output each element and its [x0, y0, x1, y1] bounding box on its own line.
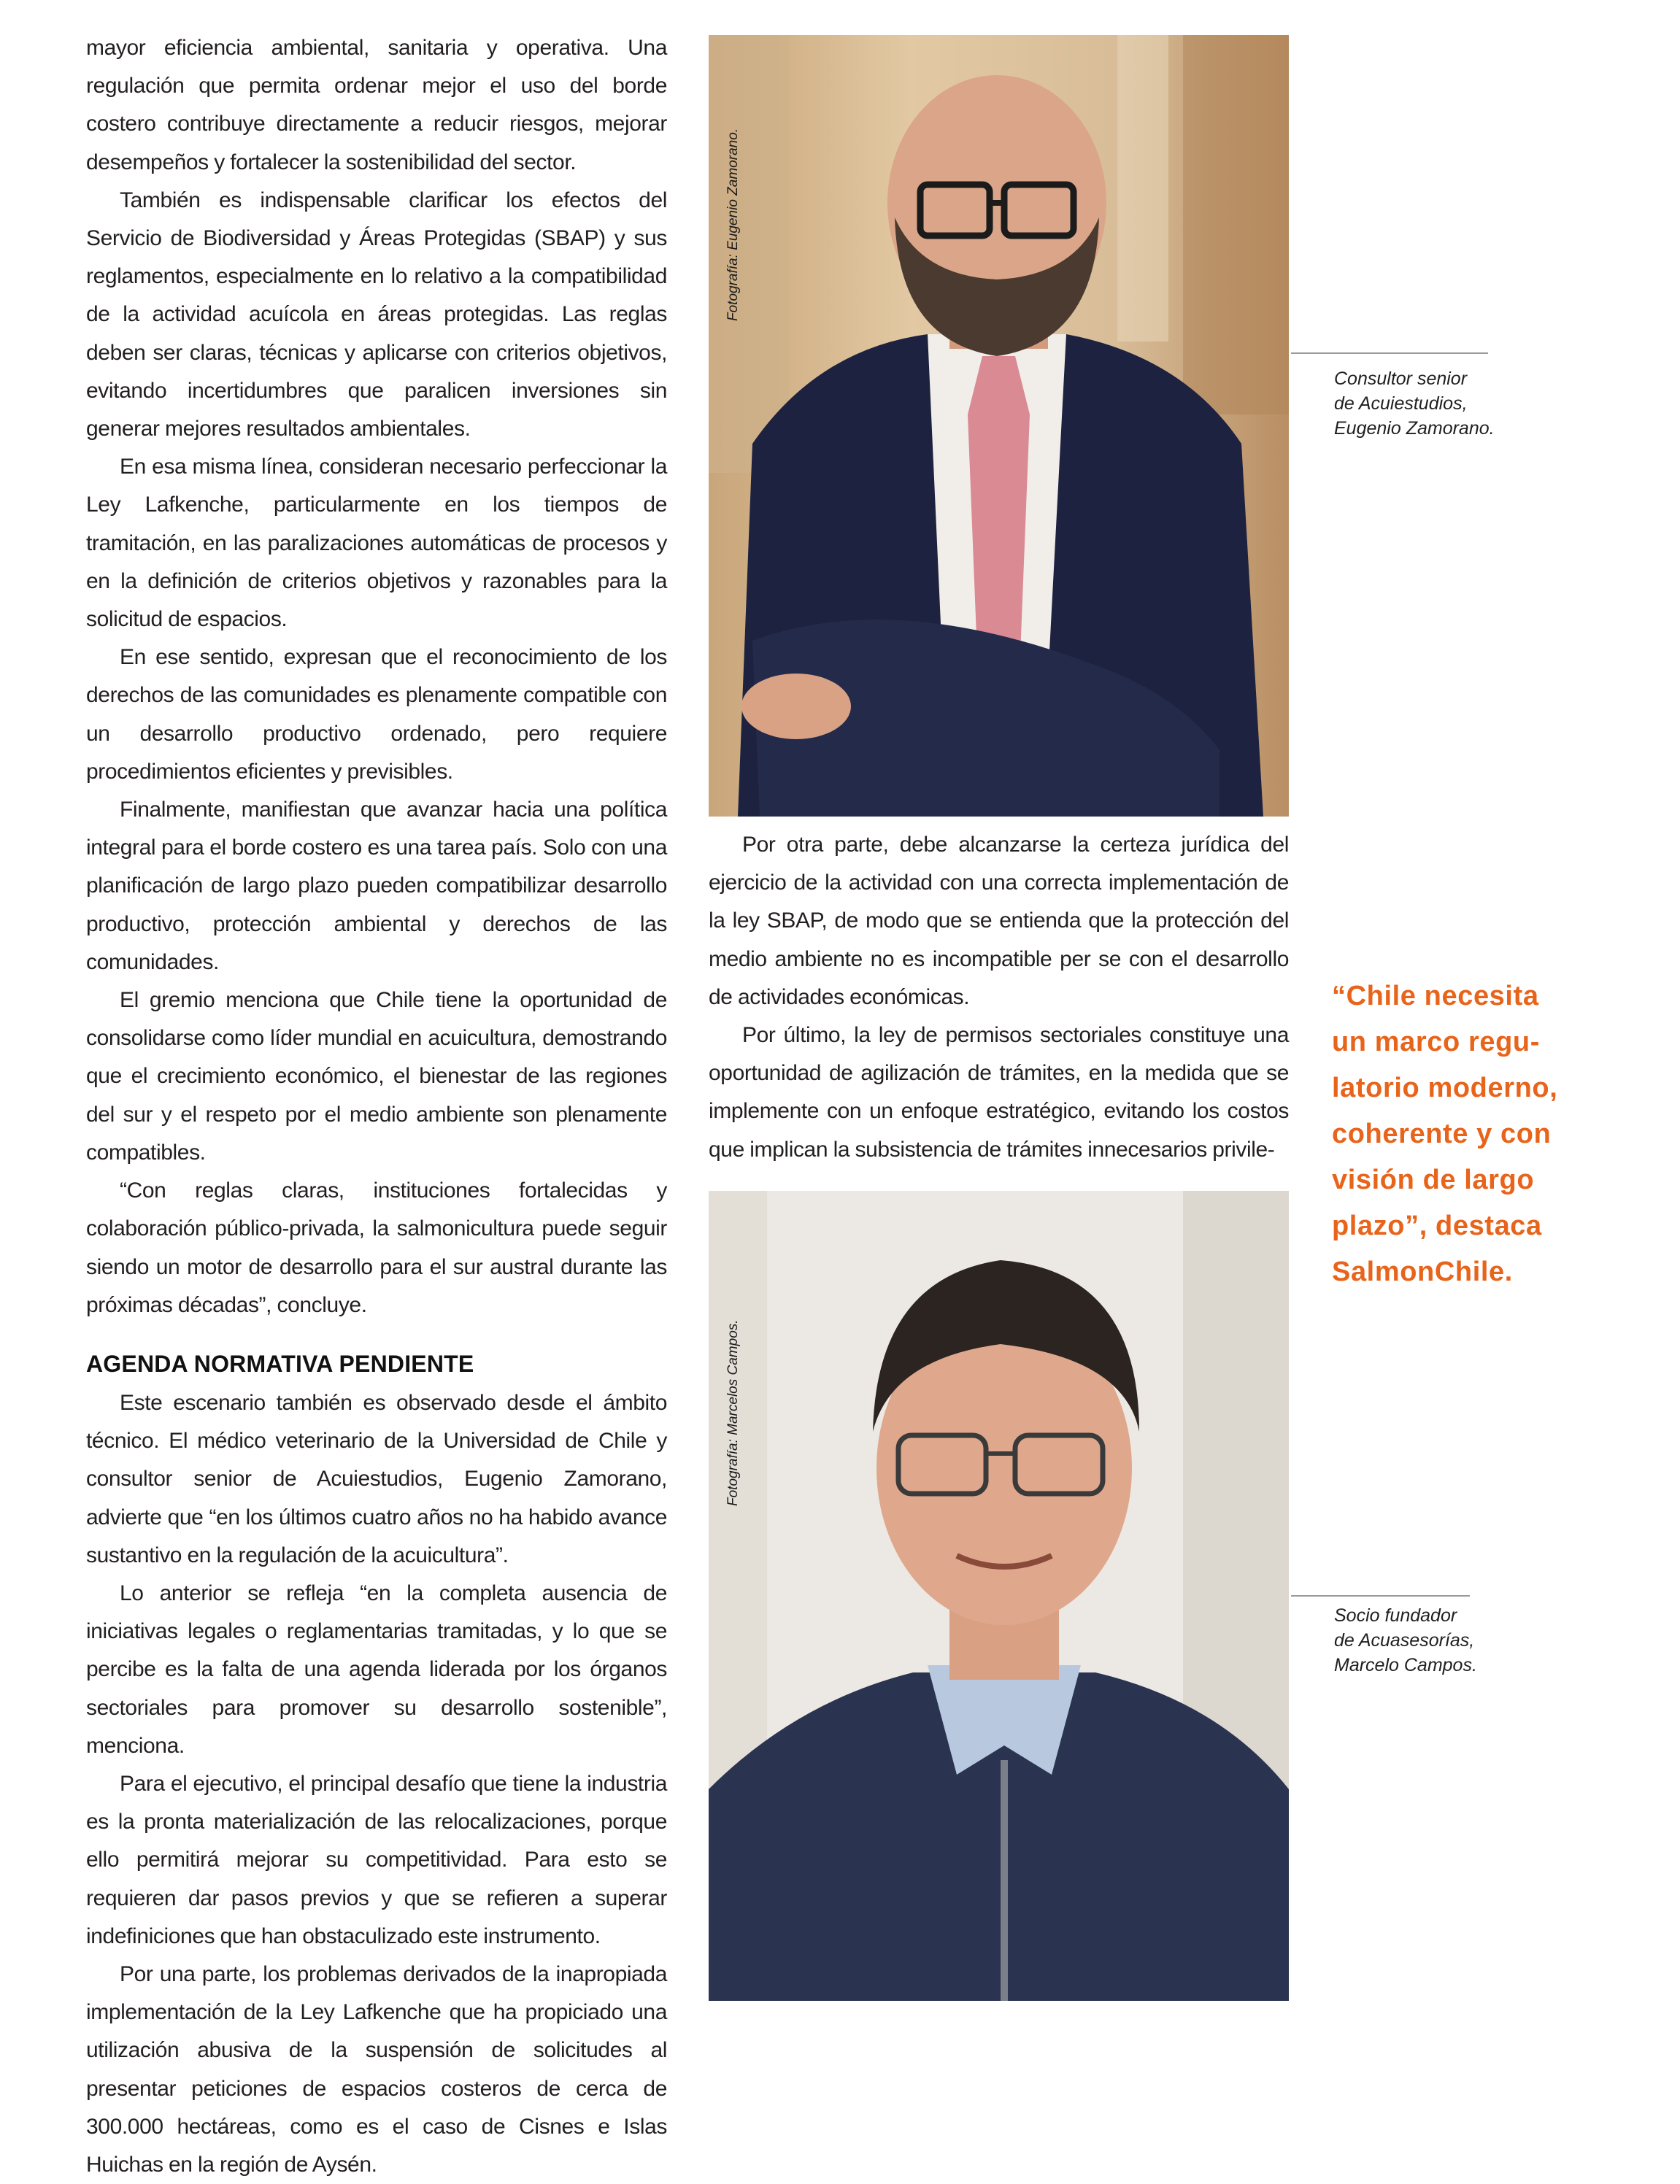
- middle-column: [709, 826, 1289, 1169]
- body-paragraph: Para el ejecutivo, el principal desafío que tiene la industria es la pronta materialización de las relocalizaciones, porque ello permitirá mejorar su competitividad. Para esto se requieren dar pasos previos y que se refieren a superar indefiniciones que han obstaculizado este instrumento.: [86, 1771, 667, 1948]
- body-paragraph: Por último, la ley de permisos sectoriales constituye una oportunidad de agilización de trámites, en la medida que se implemente con un enfoque estratégico, evitando los costos que implican la subsistencia de trámites innecesarios privile-: [709, 1023, 1289, 1162]
- quote-line: visión de largo: [1332, 1165, 1535, 1195]
- quote-line: latorio moderno,: [1332, 1073, 1558, 1103]
- photo-credit: Fotografía: Marcelos Campos.: [725, 1319, 741, 1506]
- photo-eugenio-zamorano: [709, 35, 1289, 817]
- photo-caption: [1334, 366, 1495, 441]
- caption-line: Consultor senior: [1334, 368, 1468, 389]
- caption-line: de Acuasesorías,: [1334, 1630, 1475, 1651]
- body-paragraph: Este escenario también es observado desde el ámbito técnico. El médico veterinario de la Universidad de Chile y consultor senior de Acuiestudios, Eugenio Zamorano, advierte que “en los últimos cuatro años no ha habido avance sustantivo en la regulación de la acuicultura”.: [86, 1390, 667, 1567]
- body-paragraph: mayor eficiencia ambiental, sanitaria y operativa. Una regulación que permita ordenar mejor el uso del borde costero contribuye directamente a reducir riesgos, mejorar desempeños y fortalecer la sostenibilidad del sector.: [86, 36, 667, 174]
- body-paragraph: “Con reglas claras, instituciones fortalecidas y colaboración público-privada, la salmonicultura puede seguir siendo un motor de desarrollo para el sur austral durante las próximas décadas”, concluye.: [86, 1178, 667, 1317]
- body-paragraph: También es indispensable clarificar los efectos del Servicio de Biodiversidad y Áreas Protegidas (SBAP) y sus reglamentos, especialmente en lo relativo a la compatibilidad de la actividad acuícola en áreas protegidas. Las reglas deben ser claras, técnicas y aplicarse con criterios objetivos, evitando incertidumbres que paralicen inversiones sin generar mejores resultados ambientales.: [86, 188, 667, 441]
- body-paragraph: Por una parte, los problemas derivados de la inapropiada implementación de la Ley Lafkenche que ha propiciado una utilización abusiva de la suspensión de solicitudes al presentar peticiones de espacios costeros de cerca de 300.000 hectáreas, como es el caso de Cisnes e Islas Huichas en la región de Aysén.: [86, 1961, 667, 2177]
- body-paragraph: Por otra parte, debe alcanzarse la certeza jurídica del ejercicio de la actividad con una correcta implementación de la ley SBAP, de modo que se entienda que la protección del medio ambiente no es incompatible per se con el desarrollo de actividades económicas.: [709, 833, 1289, 1009]
- caption-line: de Acuiestudios,: [1334, 393, 1468, 414]
- caption-line: Socio fundador: [1334, 1605, 1457, 1626]
- portrait-illustration: [709, 35, 1289, 817]
- quote-line: “Chile necesita: [1332, 981, 1539, 1011]
- body-paragraph: Finalmente, manifiestan que avanzar hacia una política integral para el borde costero es una tarea país. Solo con una planificación de largo plazo pueden compatibilizar desarrollo productivo, protección ambiental y derechos de las comunidades.: [86, 798, 667, 974]
- left-column: [86, 29, 667, 2184]
- body-paragraph: Lo anterior se refleja “en la completa ausencia de iniciativas legales o reglamentarias tramitadas, y lo que se percibe es la falta de una agenda liderada por los órganos sectoriales para promover su desarrollo sostenible”, menciona.: [86, 1581, 667, 1758]
- body-paragraph: El gremio menciona que Chile tiene la oportunidad de consolidarse como líder mundial en acuicultura, demostrando que el crecimiento económico, el bienestar de las regiones del sur y el respeto por el medio ambiente son plenamente compatibles.: [86, 988, 667, 1165]
- caption-divider: [1291, 352, 1488, 354]
- portrait-illustration: [709, 1191, 1289, 2001]
- quote-line: un marco regu-: [1332, 1027, 1540, 1057]
- photo-credit: Fotografía: Eugenio Zamorano.: [725, 128, 741, 321]
- photo-caption: [1334, 1603, 1477, 1678]
- quote-line: coherente y con: [1332, 1119, 1552, 1149]
- caption-line: Eugenio Zamorano.: [1334, 418, 1495, 439]
- body-paragraph: En esa misma línea, consideran necesario perfeccionar la Ley Lafkenche, particularmente en los tiempos de tramitación, en las paralizaciones automáticas de procesos y en la definición de criterios objetivos y razonables para la solicitud de espacios.: [86, 455, 667, 632]
- quote-line: SalmonChile.: [1332, 1257, 1513, 1287]
- photo-marcelo-campos: [709, 1191, 1289, 2001]
- body-paragraph: En ese sentido, expresan que el reconocimiento de los derechos de las comunidades es plenamente compatible con un desarrollo productivo ordenado, pero requiere procedimientos eficientes y previsibles.: [86, 645, 667, 784]
- pull-quote: [1332, 973, 1638, 1295]
- caption-divider: [1291, 1595, 1470, 1597]
- section-heading: AGENDA NORMATIVA PENDIENTE: [86, 1350, 474, 1377]
- caption-line: Marcelo Campos.: [1334, 1655, 1477, 1675]
- quote-line: plazo”, destaca: [1332, 1211, 1542, 1241]
